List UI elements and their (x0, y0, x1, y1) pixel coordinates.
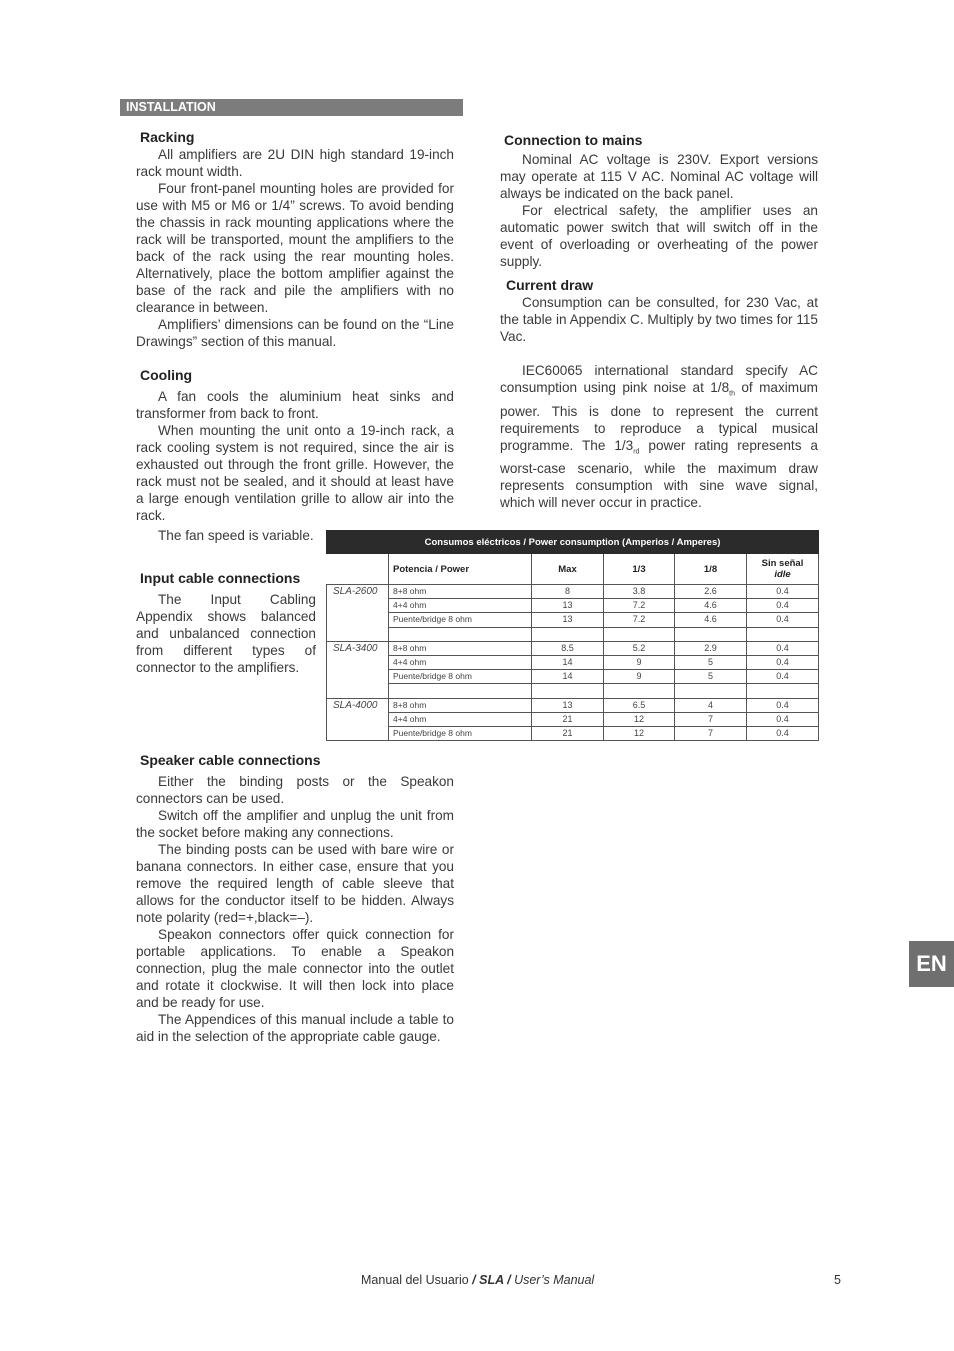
power-consumption-table (326, 530, 818, 741)
header-third: 1/3 (604, 554, 675, 585)
eighth-cell: 5 (675, 670, 747, 684)
max-cell: 13 (532, 599, 604, 613)
header-max: Max (532, 554, 604, 585)
table-row (327, 698, 819, 712)
speaker-paragraph-3: The binding posts can be used with bare wire or banana connectors. In either case, ensure that you remove the required length of cable sleeve that allows for the conductor itself to be hidden. Always note polarity (red=+,black=–). (136, 842, 454, 925)
cooling-paragraph-2: When mounting the unit onto a 19-inch rack, a rack cooling system is not required, since the air is exhausted out through the front grille. However, the rack must not be sealed, and it should at least have a large enough ventilation grille to allow air into the rack. (136, 423, 454, 523)
page-number: 5 (834, 1273, 841, 1287)
load-cell: 4+4 ohm (389, 712, 532, 726)
third-cell: 3.8 (604, 585, 675, 599)
idle-cell: 0.4 (747, 585, 819, 599)
cooling-heading: Cooling (140, 367, 193, 383)
racking-paragraph-3: Amplifiers’ dimensions can be found on the “Line Drawings” section of this manual. (136, 317, 454, 349)
third-cell: 7.2 (604, 599, 675, 613)
load-cell: Puente/bridge 8 ohm (389, 670, 532, 684)
input-cable-block (136, 570, 316, 676)
idle-cell: 0.4 (747, 712, 819, 726)
eighth-cell: 7 (675, 726, 747, 740)
max-cell: 8.5 (532, 641, 604, 655)
current-paragraph-2: IEC60065 international standard specify AC consumption using pink noise at $1/8_{th}$ of maximum power. This is done to represent the current requirements to reproduce a typical musical programme. The $1/3_{rd}$ power rating represents a worst-case scenario, while the maximum draw represents consumption with sine wave signal, which will never occur in practice. (500, 363, 818, 511)
table-row (327, 613, 819, 627)
idle-cell: 0.4 (747, 613, 819, 627)
table-row (327, 599, 819, 613)
max-cell: 14 (532, 655, 604, 669)
load-cell: Puente/bridge 8 ohm (389, 726, 532, 740)
racking-paragraph-1: All amplifiers are 2U DIN high standard 19-inch rack mount width. (136, 147, 454, 179)
mains-paragraph-2: For electrical safety, the amplifier uses an automatic power switch that will switch off in the event of overloading or overheating of the power supply. (500, 203, 818, 269)
speaker-paragraph-5: The Appendices of this manual include a table to aid in the selection of the appropriate cable gauge. (136, 1012, 454, 1044)
idle-cell: 0.4 (747, 641, 819, 655)
idle-cell: 0.4 (747, 698, 819, 712)
racking-heading: Racking (140, 129, 195, 145)
speaker-paragraph-4: Speakon connectors offer quick connection for portable applications. To enable a Speakon connection, plug the male connector into the outlet and rotate it clockwise. It will then lock into place and be ready for use. (136, 927, 454, 1010)
table-caption: Consumos eléctricos / Power consumption (Amperios / Amperes) (327, 531, 819, 554)
table-row (327, 641, 819, 655)
eighth-cell: 4.6 (675, 599, 747, 613)
load-cell: 8+8 ohm (389, 585, 532, 599)
spacer-row (327, 684, 819, 698)
third-cell: 9 (604, 655, 675, 669)
load-cell: 4+4 ohm (389, 599, 532, 613)
current-draw-heading: Current draw (506, 277, 594, 293)
max-cell: 14 (532, 670, 604, 684)
input-cable-paragraph: The Input Cabling Appendix shows balanced and unbalanced connection from different types of connector to the amplifiers. (136, 592, 316, 675)
spacer-row (327, 627, 819, 641)
right-column (500, 132, 818, 511)
third-cell: 9 (604, 670, 675, 684)
third-cell: 5.2 (604, 641, 675, 655)
max-cell: 21 (532, 726, 604, 740)
speaker-cable-block (136, 752, 454, 1045)
third-cell: 12 (604, 726, 675, 740)
table-corner (327, 554, 389, 585)
current-paragraph-1: Consumption can be consulted, for 230 Vac, at the table in Appendix C. Multiply by two times for 115 Vac. (500, 295, 818, 344)
idle-cell: 0.4 (747, 726, 819, 740)
header-power: Potencia / Power (389, 554, 532, 585)
load-cell: 8+8 ohm (389, 641, 532, 655)
idle-cell: 0.4 (747, 655, 819, 669)
max-cell: 8 (532, 585, 604, 599)
load-cell: Puente/bridge 8 ohm (389, 613, 532, 627)
table-row (327, 712, 819, 726)
model-cell: SLA-3400 (327, 641, 389, 698)
header-eighth: 1/8 (675, 554, 747, 585)
eighth-cell: 2.6 (675, 585, 747, 599)
eighth-cell: 7 (675, 712, 747, 726)
footer-title: Manual del Usuario / SLA / User’s Manual (361, 1273, 595, 1287)
section-title-bar: INSTALLATION (120, 99, 463, 116)
table-row (327, 585, 819, 599)
max-cell: 13 (532, 698, 604, 712)
racking-paragraph-2: Four front-panel mounting holes are provided for use with M5 or M6 or 1/4” screws. To avoid bending the chassis in rack mounting applications where the rack will be transported, mount the amplifiers to the back of the rack using the rear mounting holes. Alternatively, place the bottom amplifier against the base of the rack and pile the amplifiers with no clearance in between. (136, 181, 454, 315)
mains-paragraph-1: Nominal AC voltage is 230V. Export versions may operate at 115 V AC. Nominal AC voltage will always be indicated on the back panel. (500, 152, 818, 201)
max-cell: 21 (532, 712, 604, 726)
table-row (327, 655, 819, 669)
eighth-cell: 2.9 (675, 641, 747, 655)
load-cell: 8+8 ohm (389, 698, 532, 712)
third-cell: 7.2 (604, 613, 675, 627)
cooling-paragraph-3: The fan speed is variable. (158, 528, 314, 543)
eighth-cell: 4 (675, 698, 747, 712)
table-row (327, 670, 819, 684)
speaker-paragraph-2: Switch off the amplifier and unplug the unit from the socket before making any connections. (136, 808, 454, 840)
eighth-cell: 5 (675, 655, 747, 669)
model-cell: SLA-4000 (327, 698, 389, 741)
mains-heading: Connection to mains (504, 132, 643, 148)
left-column-top (136, 129, 454, 524)
load-cell: 4+4 ohm (389, 655, 532, 669)
max-cell: 13 (532, 613, 604, 627)
idle-cell: 0.4 (747, 670, 819, 684)
cooling-paragraph-1: A fan cools the aluminium heat sinks and transformer from back to front. (136, 389, 454, 421)
fan-speed-block (136, 527, 326, 544)
table-row (327, 726, 819, 740)
language-tab: EN (909, 941, 954, 987)
third-cell: 6.5 (604, 698, 675, 712)
idle-cell: 0.4 (747, 599, 819, 613)
speaker-cable-heading: Speaker cable connections (140, 752, 321, 768)
input-cable-heading: Input cable connections (140, 570, 301, 586)
model-cell: SLA-2600 (327, 585, 389, 642)
eighth-cell: 4.6 (675, 613, 747, 627)
header-idle: Sin señal idle (747, 554, 819, 585)
third-cell: 12 (604, 712, 675, 726)
speaker-paragraph-1: Either the binding posts or the Speakon connectors can be used. (136, 774, 454, 806)
